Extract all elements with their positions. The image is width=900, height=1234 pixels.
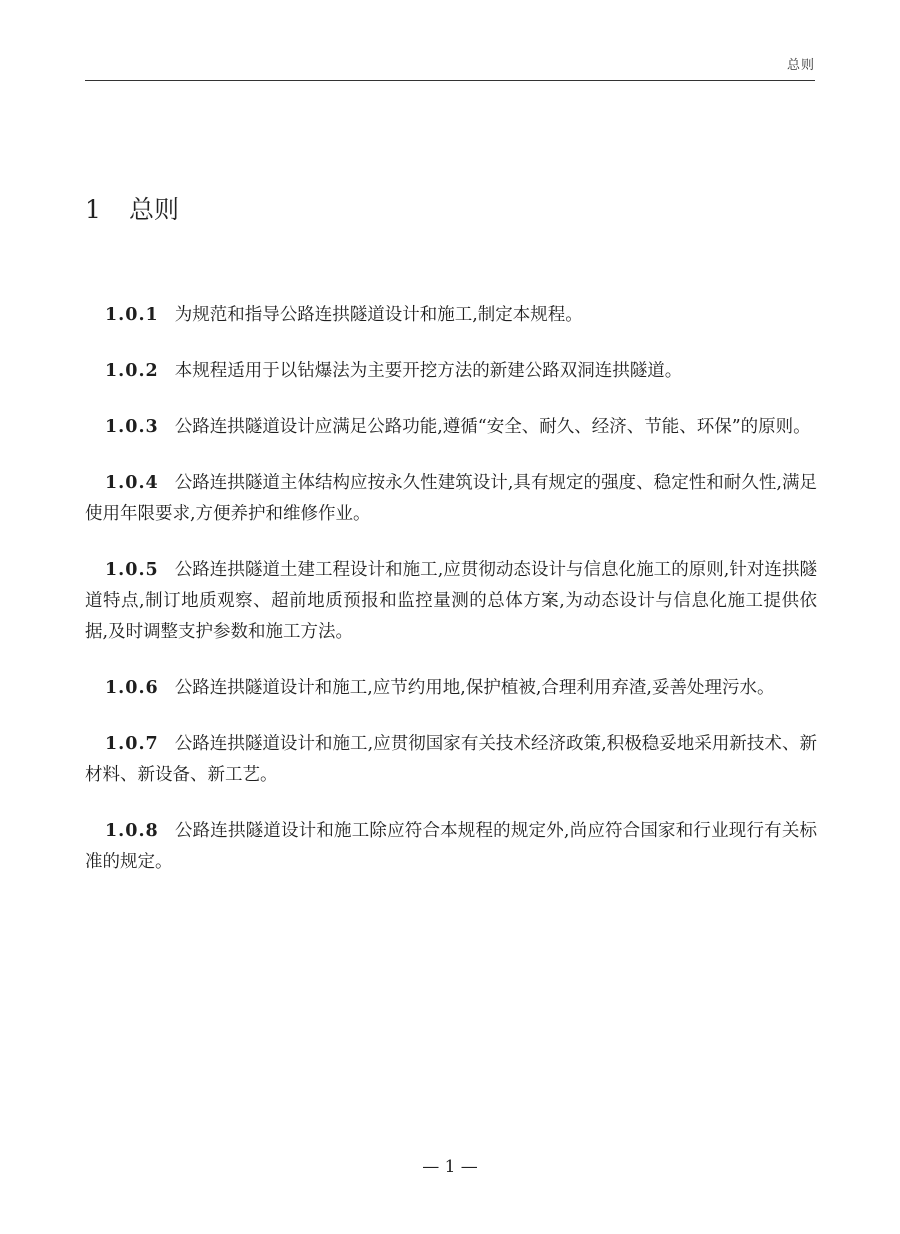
header-rule [85,80,815,81]
clause-number: 1.0.7 [105,734,159,754]
clause-number: 1.0.2 [105,361,159,381]
clause-text: 公路连拱隧道主体结构应按永久性建筑设计,具有规定的强度、稳定性和耐久性,满足使用年限要求,方便养护和维修作业。 [85,473,817,524]
clause-text: 公路连拱隧道土建工程设计和施工,应贯彻动态设计与信息化施工的原则,针对连拱隧道特点,制订地质观察、超前地质预报和监控量测的总体方案,为动态设计与信息化施工提供依据,及时调整支护参数和施工方法。 [85,560,817,642]
clause-1-0-8 [85,816,817,878]
clause-number: 1.0.4 [105,473,159,493]
running-header: 总则 [786,58,815,73]
chapter-number: 1 [85,195,101,224]
clause-text: 公路连拱隧道设计和施工除应符合本规程的规定外,尚应符合国家和行业现行有关标准的规定。 [85,821,817,872]
clause-number: 1.0.6 [105,678,159,698]
chapter-title [85,190,179,226]
clause-text: 公路连拱隧道设计和施工,应节约用地,保护植被,合理利用弃渣,妥善处理污水。 [174,678,775,698]
clause-text: 公路连拱隧道设计应满足公路功能,遵循“安全、耐久、经济、节能、环保”的原则。 [174,417,811,437]
clause-1-0-5 [85,555,817,648]
chapter-title-text: 总则 [129,195,180,224]
clause-text: 公路连拱隧道设计和施工,应贯彻国家有关技术经济政策,积极稳妥地采用新技术、新材料、新设备、新工艺。 [85,734,817,785]
clause-text: 本规程适用于以钻爆法为主要开挖方法的新建公路双洞连拱隧道。 [174,361,683,381]
clause-1-0-1 [85,300,817,331]
clause-number: 1.0.1 [105,305,159,325]
clause-text: 为规范和指导公路连拱隧道设计和施工,制定本规程。 [174,305,583,325]
clause-number: 1.0.3 [105,417,159,437]
clause-1-0-2 [85,356,817,387]
page-number: — 1 — [422,1157,478,1177]
clause-1-0-7 [85,729,817,791]
clause-number: 1.0.8 [105,821,159,841]
clause-number: 1.0.5 [105,560,159,580]
clause-1-0-3 [85,412,817,443]
clause-list [85,300,817,903]
clause-1-0-6 [85,673,817,704]
clause-1-0-4 [85,468,817,530]
